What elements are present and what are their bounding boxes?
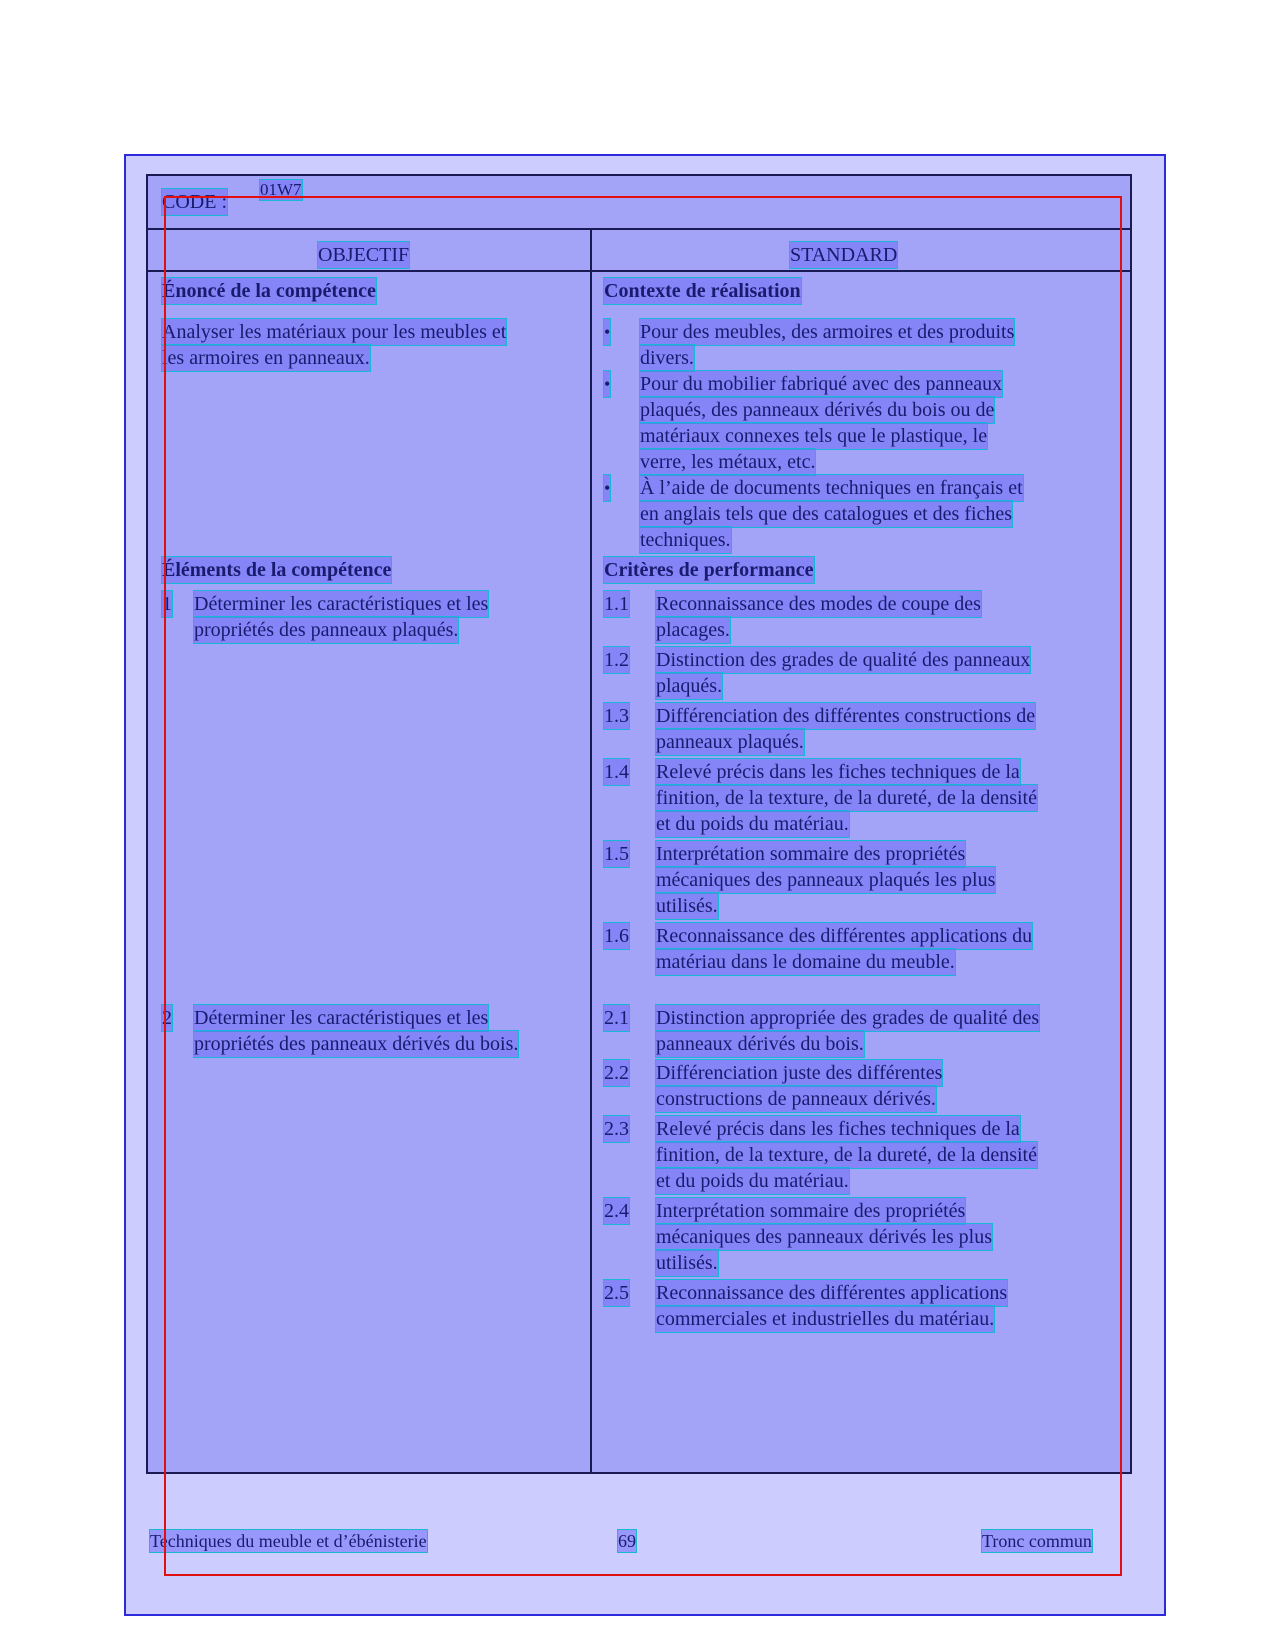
criterion-line: matériau dans le domaine du meuble.	[656, 951, 955, 973]
criterion-line: mécaniques des panneaux dérivés les plus	[656, 1226, 993, 1248]
criterion-number: 1.6	[604, 925, 629, 947]
criterion-line: Interprétation sommaire des propriétés	[656, 843, 966, 865]
context-line: en anglais tels que des catalogues et des fiches	[640, 503, 1013, 525]
column-header-divider	[146, 270, 1132, 272]
column-title-standard: STANDARD	[790, 244, 898, 266]
criterion-line: Reconnaissance des modes de coupe des	[656, 593, 981, 615]
criterion-line: plaqués.	[656, 675, 723, 697]
criterion-line: Distinction des grades de qualité des panneaux	[656, 649, 1031, 671]
context-bullet: •	[604, 475, 610, 501]
criterion-number: 1.1	[604, 593, 629, 615]
criterion-line: et du poids du matériau.	[656, 813, 849, 835]
footer-program: Techniques du meuble et d’ébénisterie	[150, 1531, 427, 1551]
context-bullet: •	[604, 371, 610, 397]
criterion-line: utilisés.	[656, 1252, 718, 1274]
enonce-line: Analyser les matériaux pour les meubles et	[162, 321, 507, 343]
criterion-line: Distinction appropriée des grades de qualité des	[656, 1007, 1040, 1029]
criterion-line: Reconnaissance des différentes applications	[656, 1282, 1008, 1304]
context-line: verre, les métaux, etc.	[640, 451, 816, 473]
criterion-line: et du poids du matériau.	[656, 1170, 849, 1192]
criterion-line: constructions de panneaux dérivés.	[656, 1088, 936, 1110]
criterion-number: 1.3	[604, 705, 629, 727]
context-line: plaqués, des panneaux dérivés du bois ou de	[640, 399, 995, 421]
elements-heading: Éléments de la compétence	[162, 559, 392, 581]
criterion-number: 2.2	[604, 1062, 629, 1084]
context-bullet: •	[604, 319, 610, 345]
code-label: CODE :	[162, 191, 227, 213]
element-number: 2	[162, 1007, 172, 1029]
criterion-number: 2.1	[604, 1007, 629, 1029]
context-line: Pour des meubles, des armoires et des produits	[640, 321, 1015, 343]
criterion-number: 1.2	[604, 649, 629, 671]
context-line: matériaux connexes tels que le plastique, le	[640, 425, 988, 447]
criterion-line: placages.	[656, 619, 730, 641]
criterion-line: utilisés.	[656, 895, 718, 917]
criterion-number: 2.5	[604, 1282, 629, 1304]
element-line: Déterminer les caractéristiques et les	[194, 593, 489, 615]
column-title-objectif: OBJECTIF	[318, 244, 410, 266]
criterion-line: Interprétation sommaire des propriétés	[656, 1200, 966, 1222]
criterion-line: Relevé précis dans les fiches techniques de la	[656, 761, 1020, 783]
criterion-number: 1.4	[604, 761, 629, 783]
criterion-line: Différenciation des différentes constructions de	[656, 705, 1036, 727]
context-line: À l’aide de documents techniques en français et	[640, 477, 1023, 499]
contexte-heading: Contexte de réalisation	[604, 280, 801, 302]
criterion-line: panneaux plaqués.	[656, 731, 804, 753]
criterion-line: Reconnaissance des différentes applications du	[656, 925, 1033, 947]
criterion-number: 2.3	[604, 1118, 629, 1140]
element-line: propriétés des panneaux plaqués.	[194, 619, 459, 641]
context-line: divers.	[640, 347, 694, 369]
criterion-number: 2.4	[604, 1200, 629, 1222]
column-divider	[590, 228, 592, 1474]
footer-page-number: 69	[618, 1531, 636, 1551]
enonce-heading: Énoncé de la compétence	[162, 280, 376, 302]
criterion-line: finition, de la texture, de la dureté, de la densité	[656, 787, 1037, 809]
criteres-heading: Critères de performance	[604, 559, 814, 581]
criterion-line: finition, de la texture, de la dureté, de la densité	[656, 1144, 1037, 1166]
element-line: propriétés des panneaux dérivés du bois.	[194, 1033, 519, 1055]
criterion-line: mécaniques des panneaux plaqués les plus	[656, 869, 996, 891]
criterion-line: Différenciation juste des différentes	[656, 1062, 943, 1084]
code-value: 01W7	[260, 180, 302, 199]
context-line: techniques.	[640, 529, 731, 551]
header-divider	[146, 228, 1132, 230]
enonce-line: les armoires en panneaux.	[162, 347, 370, 369]
footer-section: Tronc commun	[982, 1531, 1092, 1551]
criterion-line: commerciales et industrielles du matériau.	[656, 1308, 995, 1330]
criterion-line: panneaux dérivés du bois.	[656, 1033, 864, 1055]
element-line: Déterminer les caractéristiques et les	[194, 1007, 489, 1029]
criterion-number: 1.5	[604, 843, 629, 865]
context-line: Pour du mobilier fabriqué avec des panneaux	[640, 373, 1003, 395]
element-number: 1	[162, 593, 172, 615]
criterion-line: Relevé précis dans les fiches techniques de la	[656, 1118, 1020, 1140]
